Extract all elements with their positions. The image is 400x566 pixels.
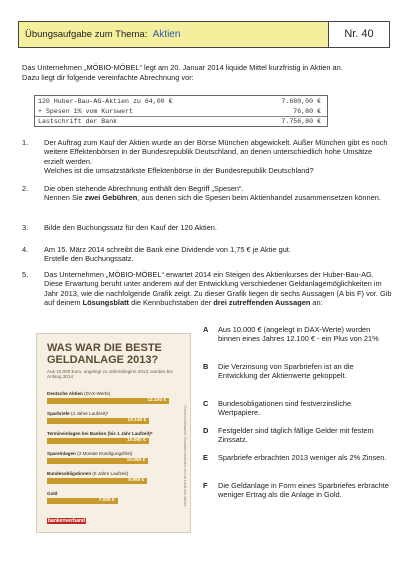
infographic-footnote bbox=[181, 404, 187, 507]
calc-row bbox=[38, 107, 321, 117]
bar-label-note: (4 Jahre Laufzeit)* bbox=[69, 411, 109, 416]
calc-label: Lastschrift der Bank bbox=[38, 118, 118, 125]
bar-label-main: Deutsche Aktien bbox=[47, 391, 83, 396]
settlement-box bbox=[34, 95, 328, 127]
footnote-text: * Durchschnittswerte; Zinssätze verändern sich im Laufe des Jahres bbox=[183, 404, 187, 507]
bar-value: 10.140 € bbox=[127, 418, 147, 423]
task-1 bbox=[22, 138, 392, 176]
intro-line-1: Das Unternehmen „MÖBIO-MÖBEL“ legt am 20. Januar 2014 liquide Mittel kurzfristig in Aktien an. bbox=[22, 63, 343, 72]
task-2 bbox=[22, 184, 392, 203]
task-3 bbox=[22, 223, 392, 232]
bar-label-main: Termineinlagen bei Banken (bis 1 Jahr Laufzeit)* bbox=[47, 431, 153, 436]
infographic-title: WAS WAR DIE BESTE GELDANLAGE 2013? bbox=[47, 342, 162, 366]
bar-label bbox=[47, 471, 128, 476]
task-question: Welches ist die umsatzstärkste Effektenbörse in der Bundesrepublik Deutschland? bbox=[44, 166, 314, 176]
statement-b bbox=[203, 362, 393, 380]
bar-label-main: Spareinlagen bbox=[47, 451, 76, 456]
investment-infographic bbox=[36, 333, 191, 533]
bar-label bbox=[47, 451, 132, 456]
calc-label: 120 Huber-Bau-AG-Aktien zu 64,00 € bbox=[38, 98, 173, 105]
bar bbox=[47, 478, 147, 484]
bar-label bbox=[47, 491, 57, 496]
calc-value: 76,80 € bbox=[293, 107, 321, 115]
task-number: 4. bbox=[22, 245, 29, 254]
task-text bbox=[44, 138, 392, 176]
bar-label bbox=[47, 431, 153, 436]
bar-label-main: Gold bbox=[47, 491, 58, 496]
statement-f bbox=[203, 481, 393, 499]
worksheet-title bbox=[19, 22, 329, 47]
task-5 bbox=[22, 270, 392, 308]
task-body-mid: die Kennbuchstaben der bbox=[129, 298, 214, 308]
statement-e bbox=[203, 453, 393, 462]
statement-letter: F bbox=[203, 481, 208, 490]
calc-label: + Spesen 1% vom Kurswert bbox=[38, 107, 133, 115]
statement-a bbox=[203, 325, 393, 343]
statement-text: Sparbriefe erbrachten 2013 weniger als 2% Zinsen. bbox=[218, 453, 387, 462]
statement-c bbox=[203, 399, 393, 417]
bar-label-main: Bundesobligationen bbox=[47, 471, 92, 476]
intro-line-2: Dazu liegt dir folgende vereinfachte Abrechnung vor: bbox=[22, 72, 194, 82]
statement-d bbox=[203, 426, 393, 444]
title-prefix: Übungsaufgabe zum Thema: bbox=[25, 29, 148, 40]
statement-text: Die Geldanlage in Form eines Sparbriefes erbrachte weniger Ertrag als die Anlage in Gold. bbox=[218, 481, 389, 500]
bar-label-note: (5 Jahre Laufzeit) bbox=[91, 471, 129, 476]
statement-text: Festgelder sind täglich fällige Gelder mit festem Zinssatz. bbox=[218, 426, 374, 445]
bar-value: 10.050 € bbox=[126, 458, 146, 463]
statement-letter: C bbox=[203, 399, 209, 408]
task-number: 3. bbox=[22, 223, 29, 232]
bar-value: 7.000 € bbox=[98, 498, 115, 503]
statement-text: Aus 10.000 € (angelegt in DAX-Werte) wurden binnen eines Jahres 12.100 € - ein Plus von 21% bbox=[218, 325, 379, 344]
calc-value: 7.756,80 € bbox=[281, 118, 321, 125]
task-body: Das Unternehmen „MÖBIO-MÖBEL“ erwartet 2014 ein Steigen des Aktienkurses der Huber-Bau-AG. Diese Erwartung beruht unter anderem auf der Entwicklung verschiedener Geldanlagemöglichkeiten im Jahr 2013, wie die nachfolgende Grafik zeigt. Zu dieser Grafik liegen dir sechs Aussagen (A bis F) vor. Gib auf deinem bbox=[44, 270, 392, 308]
task-question: Erstelle den Buchungssatz. bbox=[44, 254, 134, 264]
statement-text: Die Verzinsung von Sparbriefen ist an die Entwicklung der Aktienwerte gekoppelt. bbox=[218, 362, 354, 381]
task-4 bbox=[22, 245, 392, 264]
bar bbox=[47, 398, 169, 404]
task-number: 5. bbox=[22, 270, 29, 279]
bar-label bbox=[47, 411, 109, 416]
bar-label-main: Sparbriefe bbox=[47, 411, 70, 416]
exercise-number: Nr. 40 bbox=[329, 22, 389, 47]
task-question-end: , aus denen sich die Spesen beim Aktienhandel zusammensetzen können. bbox=[137, 193, 381, 203]
task-emphasis: drei zutreffenden Aussagen bbox=[213, 298, 311, 308]
statement-letter: D bbox=[203, 426, 209, 435]
task-number: 2. bbox=[22, 184, 29, 193]
bar bbox=[47, 418, 149, 424]
statement-text: Bundesobligationen sind festverzinsliche Wertpapiere. bbox=[218, 399, 352, 418]
task-body-end: an: bbox=[310, 298, 323, 308]
bar bbox=[47, 458, 148, 464]
bar-value: 10.090 € bbox=[127, 438, 146, 443]
task-text bbox=[44, 184, 392, 203]
calc-row bbox=[38, 97, 321, 107]
task-body: Die oben stehende Abrechnung enthält den Begriff „Spesen“. bbox=[44, 184, 244, 193]
task-body: Der Auftrag zum Kauf der Aktien wurde an der Börse München abgewickelt. Außer München gibt es noch weitere Effektenbörsen in der Bundesrepublik Deutschland, an denen unterschiedlich hohe Umsätze erzielt werden. bbox=[44, 138, 388, 166]
topic: Aktien bbox=[152, 29, 181, 40]
calc-value: 7.680,00 € bbox=[281, 98, 321, 105]
bar-label bbox=[47, 391, 110, 396]
task-body: Am 15. März 2014 schreibt die Bank eine Dividende von 1,75 € je Aktie gut. bbox=[44, 245, 291, 254]
task-number: 1. bbox=[22, 138, 29, 147]
bar bbox=[47, 438, 149, 444]
task-text: Bilde den Buchungssatz für den Kauf der 120 Aktien. bbox=[44, 223, 217, 232]
task-emphasis: Lösungsblatt bbox=[82, 298, 130, 308]
task-text bbox=[44, 245, 392, 264]
bankenverband-logo bbox=[47, 518, 86, 524]
task-question: Nennen Sie bbox=[44, 193, 85, 203]
intro-text bbox=[22, 63, 394, 82]
bar-label-note: (3 Monate Kündigungsfrist) bbox=[75, 451, 133, 456]
bar bbox=[47, 498, 118, 504]
statement-letter: E bbox=[203, 453, 208, 462]
statement-letter: B bbox=[203, 362, 209, 371]
worksheet-header bbox=[18, 21, 390, 48]
logo-text: bankenverband bbox=[48, 518, 85, 524]
infographic-subtitle: Aus 10.000 Euro, angelegt zu Jahresbeginn 2013, wurden bis Anfang 2014 bbox=[47, 369, 173, 380]
bar-value: 12.100 € bbox=[147, 398, 166, 403]
task-emphasis: zwei Gebühren bbox=[84, 193, 138, 203]
bar-value: 9.950 € bbox=[128, 478, 145, 483]
bar-label-note: (DAX-Werte) bbox=[82, 391, 111, 396]
statement-letter: A bbox=[203, 325, 209, 334]
calc-total-row bbox=[38, 117, 321, 127]
task-text bbox=[44, 270, 392, 308]
